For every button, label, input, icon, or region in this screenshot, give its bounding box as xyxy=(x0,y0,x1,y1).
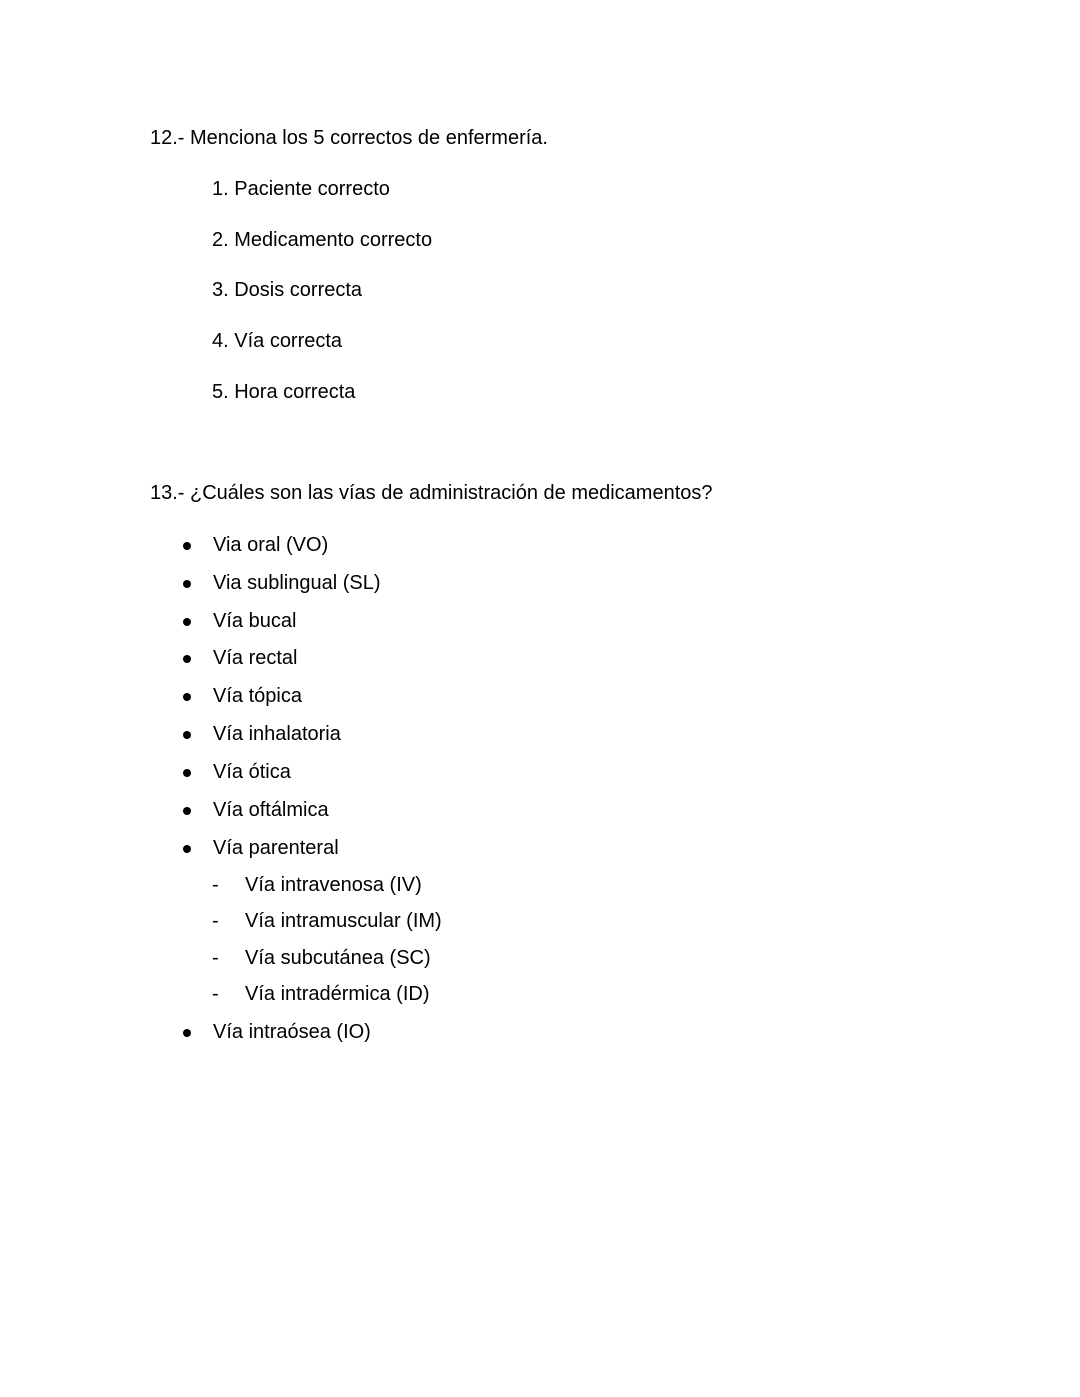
question-12-title: 12.- Menciona los 5 correctos de enfermería. xyxy=(150,127,548,149)
bullet-icon xyxy=(183,1029,191,1037)
bullet-text: Vía ótica xyxy=(213,761,291,783)
numbered-list-item: 4. Vía correcta xyxy=(212,330,343,352)
bullet-text: Vía intraósea (IO) xyxy=(213,1021,371,1043)
bullet-icon xyxy=(183,807,191,815)
numbered-list-item: 3. Dosis correcta xyxy=(212,279,363,301)
sub-item-text: Vía intramuscular (IM) xyxy=(245,910,442,932)
bullet-text: Via sublingual (SL) xyxy=(213,572,381,594)
bullet-text: Vía oftálmica xyxy=(213,799,329,821)
bullet-icon xyxy=(183,731,191,739)
bullet-text: Vía tópica xyxy=(213,685,302,707)
bullet-text: Vía inhalatoria xyxy=(213,723,341,745)
numbered-list-item: 1. Paciente correcto xyxy=(212,178,390,200)
bullet-icon xyxy=(183,769,191,777)
question-13-title: 13.- ¿Cuáles son las vías de administración de medicamentos? xyxy=(150,482,713,504)
dash-marker: - xyxy=(212,983,219,1005)
dash-marker: - xyxy=(212,910,219,932)
sub-item-text: Vía intravenosa (IV) xyxy=(245,874,422,896)
bullet-text: Via oral (VO) xyxy=(213,534,329,556)
bullet-text: Vía bucal xyxy=(213,610,297,632)
bullet-text: Vía parenteral xyxy=(213,837,339,859)
dash-marker: - xyxy=(212,874,219,896)
bullet-icon xyxy=(183,693,191,701)
sub-item-text: Vía intradérmica (ID) xyxy=(245,983,430,1005)
bullet-icon xyxy=(183,618,191,626)
dash-marker: - xyxy=(212,947,219,969)
bullet-icon xyxy=(183,655,191,663)
numbered-list-item: 2. Medicamento correcto xyxy=(212,229,433,251)
numbered-list-item: 5. Hora correcta xyxy=(212,381,356,403)
bullet-icon xyxy=(183,580,191,588)
sub-item-text: Vía subcutánea (SC) xyxy=(245,947,431,969)
bullet-text: Vía rectal xyxy=(213,647,298,669)
bullet-icon xyxy=(183,542,191,550)
bullet-icon xyxy=(183,845,191,853)
